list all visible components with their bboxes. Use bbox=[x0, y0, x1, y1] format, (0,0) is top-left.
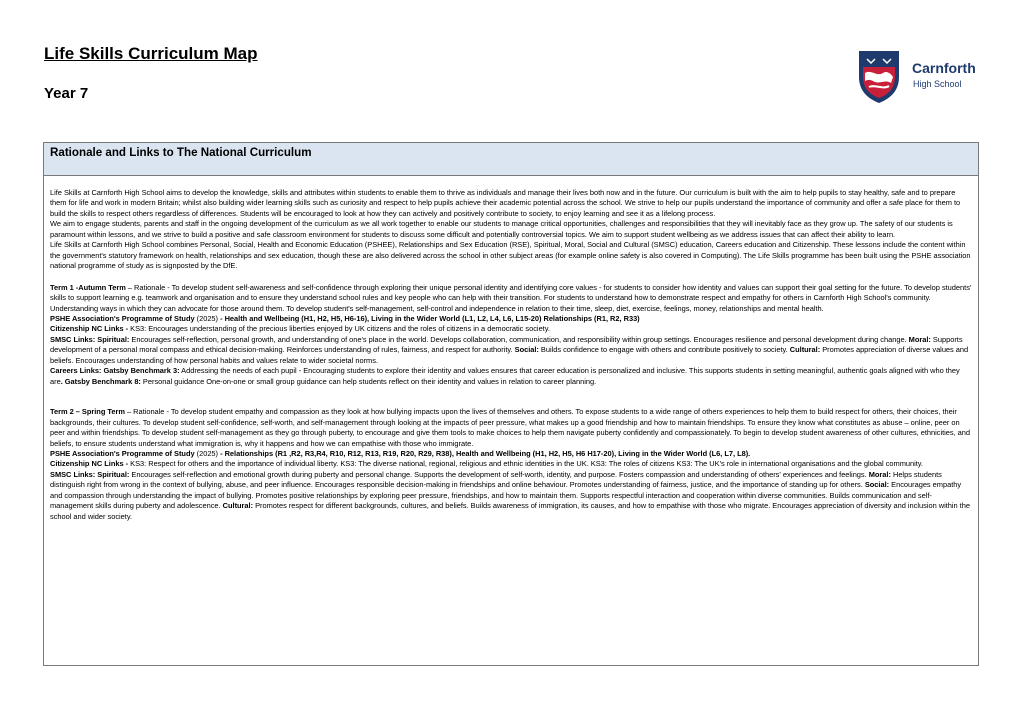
section-body bbox=[44, 176, 978, 522]
term2-smsc: SMSC Links: Spiritual: Encourages self-reflection and emotional growth during puberty and personal change. Supports the development of self-worth, identity, and purpose. Fosters compassion and understanding of others' experiences and feelings. Moral: Helps students distinguish right from wrong in the context of bullying, abuse, and peer influence. Encourages responsible decision-making in friendships and online behaviour. Promotes understanding of fairness, justice, and the importance of standing up for others. Social: Encourages empathy and compassion through understanding the impact of bullying. Promotes positive relationships by exploring peer pressure, friendships, and how to maintain them. Supports respectful interaction and cooperation within diverse communities. Builds communication and self-management skills during puberty and adolescence. Cultural: Promotes respect for different backgrounds, cultures, and beliefs. Builds awareness of immigration, its causes, and how to empathise with those who migrate. Encourages appreciation of diversity and inclusion within the school and wider society. bbox=[50, 469, 970, 521]
term2-rationale: Term 2 – Spring Term – Rationale - To develop student empathy and compassion as they look at how bullying impacts upon the lives of themselves and others. To expose students to a wide range of others experiences to help them to build respect for others, their choices, their backgrounds, their cultures. To develop student self-confidence, self-worth, and self-management through looking at the impacts of peer pressure, what makes up a good friendship and how to maintain friendships. To ensure they know what constitutes as abuse – online, peer on peer and within friendships. To develop student self-management as they go through puberty, to encourage and give them tools to make choices to help them navigate puberty confidently and compassionately. To begin to develop student awareness of other cultures, ethnicities, and beliefs, to ensure students understand what immigration is, why it happens and how we can empathise with those who immigrate. bbox=[50, 407, 971, 448]
rationale-paragraph: Life Skills at Carnforth High School combines Personal, Social, Health and Economic Education (PSHEE), Relationships and Sex Education (RSE), Spiritual, Moral, Social and Cultural (SMSC) education, Careers education and Citizenship. These lessons include the content within the government's statutory framework on health, relationships and sex education, though these are also delivered across the school in other subject areas (for example online safety is also covered in Computing). The Life Skills programme has been built using the PSHE association national programme of study as is signposted by the DfE. bbox=[50, 240, 971, 271]
term1-pshe: PSHE Association's Programme of Study (2025) - Health and Wellbeing (H1, H2, H5, H6-16), Living in the Wider World (L1, L2, L4, L6, L15-20) Relationships (R1, R2, R33) bbox=[50, 313, 640, 323]
logo-subtitle: High School bbox=[913, 79, 962, 89]
term1-smsc: SMSC Links: Spiritual: Encourages self-reflection, personal growth, and understanding of one's place in the world. Develops collaboration, communication, and responsibility within group settings. Encourages resilience and personal development during change. Moral: Supports development of a personal moral compass and ethical decision-making. Reinforces understanding of rules, fairness, and respect for authority. Social: Builds confidence to engage with others and contribute positively to society. Cultural: Promotes appreciation of diverse values and beliefs. Encourages understanding of how personal habits and values relate to wider societal norms. bbox=[50, 334, 969, 365]
page-title: Life Skills Curriculum Map bbox=[44, 44, 258, 63]
year-heading: Year 7 bbox=[44, 85, 89, 102]
school-crest-icon bbox=[855, 47, 903, 105]
term2-citizenship: Citizenship NC Links - KS3: Respect for others and the importance of individual liberty. KS3: The diverse national, regional, religious and ethnic identities in the UK. KS3: The roles of citizens KS3: The UK's role in international organisations and the global community. bbox=[50, 459, 923, 469]
logo-name: Carnforth bbox=[912, 60, 976, 76]
rationale-paragraph: We aim to engage students, parents and staff in the ongoing development of the curriculum as we all work together to enable our students to manage critical opportunities, challenges and responsibilities that they will inevitably face as they grow up. The safety of our students is paramount within lessons, and we strive to build a positive and safe classroom environment for students to discuss some difficult and potentially controversial topics. We aim to support student wellbeing as we address issues that can affect their ability to learn. bbox=[50, 219, 953, 239]
section-title: Rationale and Links to The National Curriculum bbox=[44, 143, 978, 176]
term1-heading: Term 1 -Autumn Term bbox=[50, 282, 126, 292]
curriculum-section bbox=[43, 142, 979, 666]
school-logo bbox=[855, 47, 1024, 107]
term1-citizenship: Citizenship NC Links - KS3: Encourages understanding of the precious liberties enjoyed by UK citizens and the roles of citizens in a democratic society. bbox=[50, 324, 550, 334]
rationale-paragraph: Life Skills at Carnforth High School aims to develop the knowledge, skills and attributes within students to enable them to thrive as individuals and manage their lives both now and in the future. Our curriculum is built with the aim to help pupils to stay healthy, safe and to prepare them for life and work in modern Britain; whilst also building wider learning skills such as curiosity and respect to help pupils achieve their academic potential across the school. We strive to help our pupils understand the importance of community and offer a safe place for them to build the skills to respect others regardless of differences. Students will be encouraged to look at how they can actively and positively contribute to society, to enjoy learning and see it as a lifelong process. bbox=[50, 188, 961, 218]
term1-careers: Careers Links: Gatsby Benchmark 3: Addressing the needs of each pupil - Encouraging students to explore their identity and values ensures that career education is personalized and inclusive. This supports students in setting meaningful, authentic goals aligned with who they are. Gatsby Benchmark 8: Personal guidance One-on-one or small group guidance can help students reflect on their identity and values in relation to career planning. bbox=[50, 366, 960, 386]
term2-heading: Term 2 – Spring Term bbox=[50, 407, 125, 417]
term1-rationale: Term 1 -Autumn Term – Rationale - To develop student self-awareness and self-confidence through exploring their unique personal identity and identifying core values - for students to consider how identity and values can support their goal setting for the future. To develop students' skills to support learning e.g. teamwork and organisation and to ensure they understand school rules and key people who can help with their transition. For students to understand how to demonstrate respect and empathy for others in Carnforth High School's community. Understanding ways in which they can advocate for those around them. To develop student's self-management, self-control and independence in relation to their time, sleep, diet, exercise, feelings, money, relationships and mental health. bbox=[50, 282, 972, 313]
term2-pshe: PSHE Association's Programme of Study (2025) - Relationships (R1 ,R2, R3,R4, R10, R12, R13, R19, R20, R29, R38), Health and Wellbeing (H1, H2, H5, H6 H17-20), Living in the Wider World (L6, L7, L8). bbox=[50, 448, 751, 458]
